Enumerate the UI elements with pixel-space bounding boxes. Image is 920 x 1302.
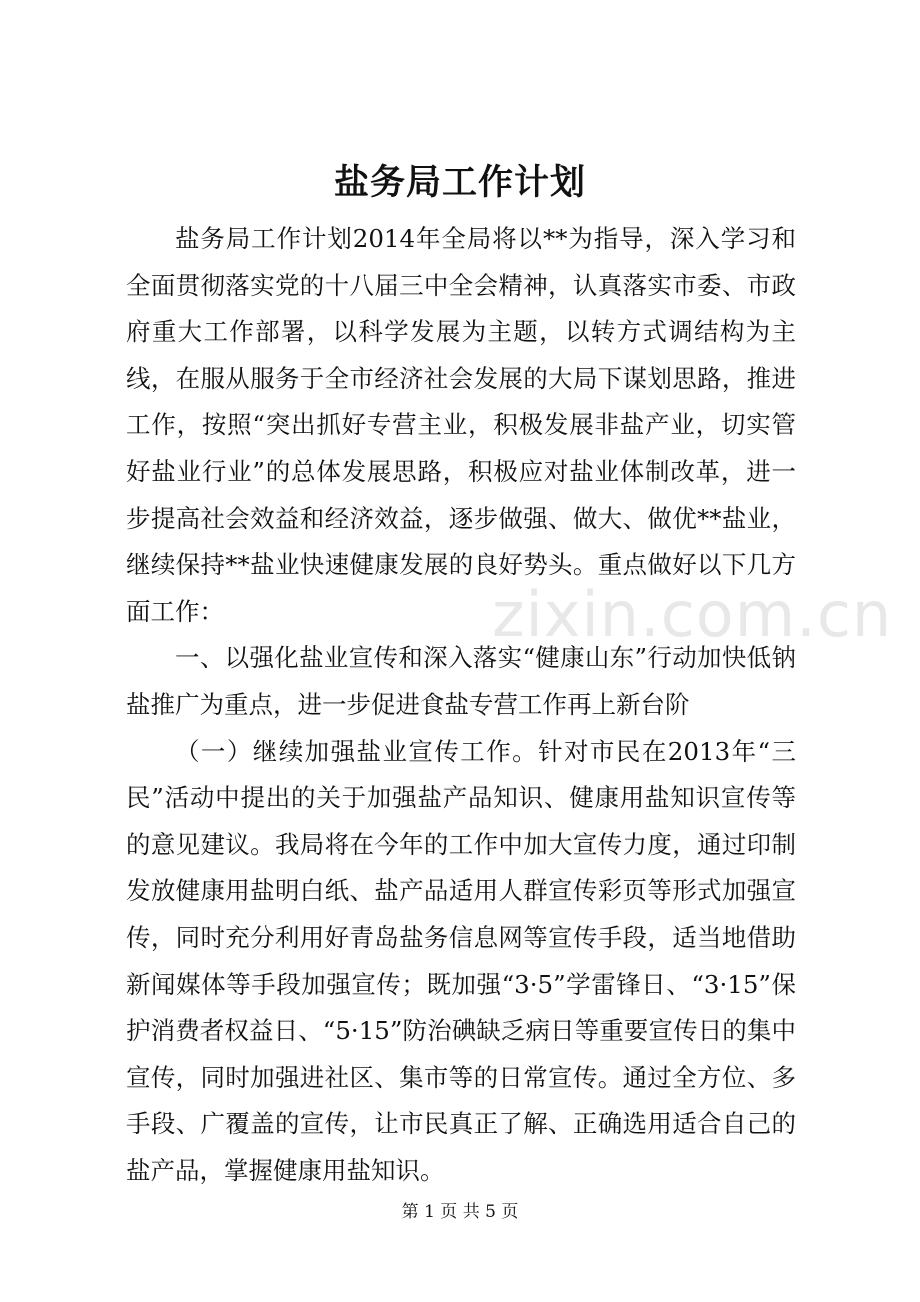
document-title: 盐务局工作计划 <box>333 162 586 203</box>
watermark: zixin.com.cn <box>492 578 893 651</box>
page-number-footer: 第 1 页 共 5 页 <box>401 1202 519 1222</box>
paragraph-section-one-heading: 一、以强化盐业宣传和深入落实“健康山东”行动加快低钠盐推广为重点，进一步促进食盐专营工作再上新台阶 <box>126 643 796 719</box>
paragraph-item-one: （一）继续加强盐业宣传工作。针对市民在2013年“三民”活动中提出的关于加强盐产品知识、健康用盐知识宣传等的意见建议。我局将在今年的工作中加大宣传力度，通过印制发放健康用盐明白纸、盐产品适用人群宣传彩页等形式加强宣传，同时充分利用好青岛盐务信息网等宣传手段，适当地借助新闻媒体等手段加强宣传；既加强“3·5”学雷锋日、“3·15”保护消费者权益日、“5·15”防治碘缺乏病日等重要宣传日的集中宣传，同时加强进社区、集市等的日常宣传。通过全方位、多手段、广覆盖的宣传，让市民真正了解、正确选用适合自己的盐产品，掌握健康用盐知识。 <box>126 736 796 1185</box>
document-body <box>126 216 796 1194</box>
paragraph-intro: 盐务局工作计划2014年全局将以**为指导，深入学习和全面贯彻落实党的十八届三中全会精神，认真落实市委、市政府重大工作部署，以科学发展为主题，以转方式调结构为主线，在服从服务于全市经济社会发展的大局下谋划思路，推进工作，按照“突出抓好专营主业，积极发展非盐产业，切实管好盐业行业”的总体发展思路，积极应对盐业体制改革，进一步提高社会效益和经济效益，逐步做强、做大、做优**盐业，继续保持**盐业快速健康发展的良好势头。重点做好以下几方面工作： <box>126 224 796 626</box>
